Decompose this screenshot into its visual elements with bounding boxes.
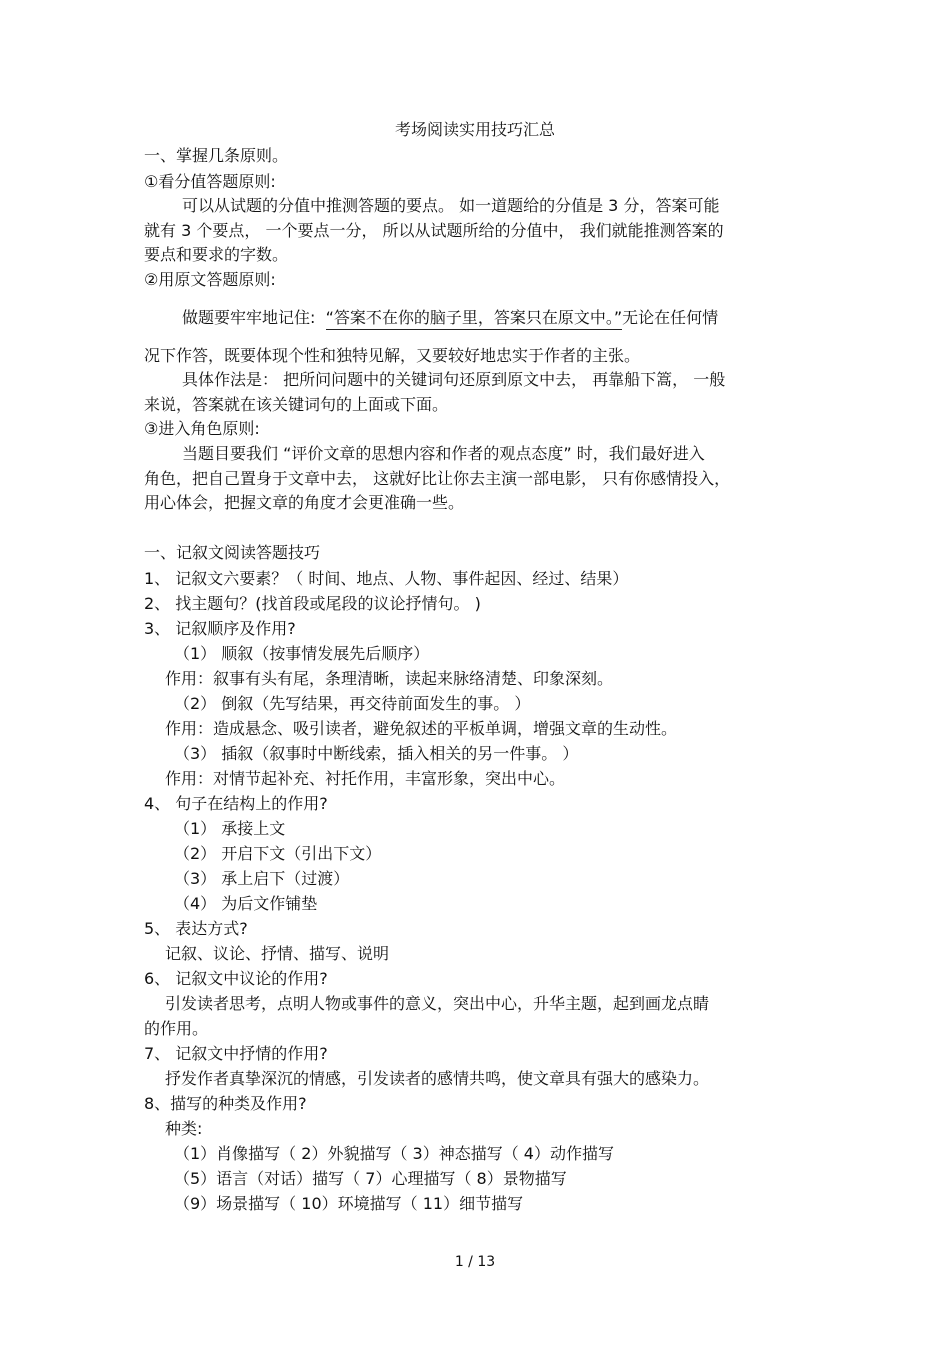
text-fragment: 无论在任何情 [622,308,719,327]
sub-item: （9）场景描写（ 10）环境描写（ 11）细节描写 [174,1194,524,1213]
sub-item: （2） 开启下文（引出下文） [174,844,382,863]
principle-heading: ②用原文答题原则: [144,270,276,289]
answer-line: 引发读者思考，点明人物或事件的意义，突出中心，升华主题，起到画龙点睛 [165,994,710,1013]
sub-item: （2） 倒叙（先写结果，再交待前面发生的事。 ） [174,694,531,713]
sub-item: （5）语言（对话）描写（ 7）心理描写（ 8）景物描写 [174,1169,567,1188]
paragraph-line: 况下作答，既要体现个性和独特见解，又要较好地忠实于作者的主张。 [144,346,641,365]
usage-line: 作用：对情节起补充、衬托作用，丰富形象，突出中心。 [165,769,566,788]
paragraph-line: 当题目要我们 “评价文章的思想内容和作者的观点态度” 时，我们最好进入 [182,444,705,463]
answer-line: 的作用。 [144,1019,209,1038]
paragraph-line: 要点和要求的字数。 [144,245,289,264]
paragraph-line [182,308,718,328]
paragraph-line: 具体作法是： 把所问问题中的关键词句还原到原文中去， 再靠船下篙， 一般 [182,370,726,389]
sub-item: （1） 承接上文 [174,819,286,838]
question-item: 6、 记叙文中议论的作用? [144,969,328,988]
sub-item: （1） 顺叙（按事情发展先后顺序） [174,644,430,663]
sub-item: （4） 为后文作铺垫 [174,894,318,913]
question-item: 8、描写的种类及作用? [144,1094,307,1113]
question-item: 1、 记叙文六要素？（ 时间、地点、人物、事件起因、经过、结果） [144,569,629,588]
question-item: 3、 记叙顺序及作用? [144,619,296,638]
sub-item: （1）肖像描写（ 2）外貌描写（ 3）神态描写（ 4）动作描写 [174,1144,614,1163]
answer-line: 记叙、议论、抒情、描写、说明 [165,944,390,963]
question-item: 4、 句子在结构上的作用? [144,794,328,813]
sub-item: （3） 承上启下（过渡） [174,869,350,888]
usage-line: 作用：叙事有头有尾，条理清晰，读起来脉络清楚、印象深刻。 [165,669,614,688]
paragraph-line: 就有 3 个要点， 一个要点一分， 所以从试题所给的分值中， 我们就能推测答案的 [144,221,724,240]
paragraph-line: 用心体会，把握文章的角度才会更准确一些。 [144,493,465,512]
paragraph-line: 可以从试题的分值中推测答题的要点。 如一道题给的分值是 3 分，答案可能 [182,196,720,215]
sub-item: （3） 插叙（叙事时中断线索，插入相关的另一件事。 ） [174,744,579,763]
question-item: 7、 记叙文中抒情的作用? [144,1044,328,1063]
question-item: 5、 表达方式? [144,919,248,938]
section-heading: 一、记叙文阅读答题技巧 [144,543,321,562]
answer-line: 种类: [165,1119,203,1138]
underlined-quote: “答案不在你的脑子里，答案只在原文中。” [326,308,623,330]
section-heading: 一、掌握几条原则。 [144,146,289,165]
text-fragment: 做题要牢牢地记住: [182,308,316,327]
page-number: 1 / 13 [454,1254,496,1270]
doc-title: 考场阅读实用技巧汇总 [394,120,555,139]
principle-heading: ①看分值答题原则: [144,172,276,191]
question-item: 2、 找主题句？(找首段或尾段的议论抒情句。 ) [144,594,481,613]
paragraph-line: 来说，答案就在该关键词句的上面或下面。 [144,395,449,414]
answer-line: 抒发作者真挚深沉的情感，引发读者的感情共鸣，使文章具有强大的感染力。 [165,1069,710,1088]
principle-heading: ③进入角色原则: [144,419,260,438]
usage-line: 作用：造成悬念、吸引读者，避免叙述的平板单调，增强文章的生动性。 [165,719,678,738]
paragraph-line: 角色，把自己置身于文章中去， 这就好比让你去主演一部电影， 只有你感情投入， [144,469,731,488]
